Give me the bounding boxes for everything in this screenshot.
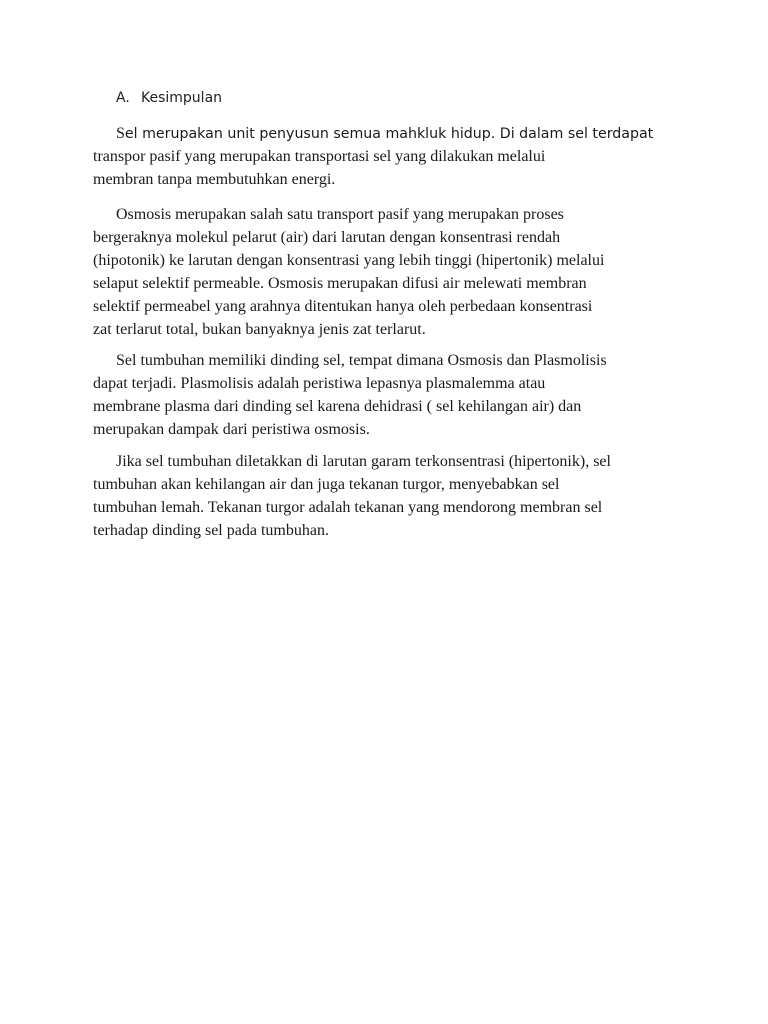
- paragraph-first-line-text: el merupakan unit penyusun semua mahkluk hidup. Di dalam sel terdapat: [124, 126, 654, 142]
- paragraph-line: (hipotonik) ke larutan dengan konsentrasi yang lebih tinggi (hipertonik) melalui: [93, 252, 605, 269]
- section-marker: A.: [116, 90, 130, 106]
- section-title: Kesimpulan: [141, 90, 223, 106]
- paragraph-line: transpor pasif yang merupakan transportasi sel yang dilakukan melalui: [93, 148, 546, 165]
- paragraph-line: selektif permeabel yang arahnya ditentukan hanya oleh perbedaan konsentrasi: [93, 298, 593, 315]
- paragraph-osmosis: [93, 203, 693, 341]
- paragraph-line: merupakan dampak dari peristiwa osmosis.: [93, 421, 370, 438]
- paragraph-line: dapat terjadi. Plasmolisis adalah peristiwa lepasnya plasmalemma atau: [93, 375, 546, 392]
- paragraph-line: tumbuhan lemah. Tekanan turgor adalah tekanan yang mendorong membran sel: [93, 499, 603, 516]
- paragraph-line: [93, 122, 693, 145]
- paragraph-line: selaput selektif permeable. Osmosis merupakan difusi air melewati membran: [93, 275, 587, 292]
- paragraph-turgor: [93, 450, 693, 542]
- paragraph-line: tumbuhan akan kehilangan air dan juga tekanan turgor, menyebabkan sel: [93, 476, 560, 493]
- paragraph-line: Jika sel tumbuhan diletakkan di larutan garam terkonsentrasi (hipertonik), sel: [116, 453, 611, 470]
- paragraph-plasmolysis: [93, 349, 693, 441]
- paragraph-conclusion-cell-intro: [93, 122, 693, 191]
- paragraph-line: membrane plasma dari dinding sel karena dehidrasi ( sel kehilangan air) dan: [93, 398, 582, 415]
- paragraph-lead-letter: S: [116, 125, 125, 142]
- paragraph-line: Osmosis merupakan salah satu transport pasif yang merupakan proses: [116, 206, 564, 223]
- section-heading: [116, 88, 222, 108]
- paragraph-line: zat terlarut total, bukan banyaknya jenis zat terlarut.: [93, 321, 426, 338]
- paragraph-line: terhadap dinding sel pada tumbuhan.: [93, 522, 329, 539]
- paragraph-line: bergeraknya molekul pelarut (air) dari larutan dengan konsentrasi rendah: [93, 229, 561, 246]
- paragraph-line: membran tanpa membutuhkan energi.: [93, 171, 336, 188]
- paragraph-line: Sel tumbuhan memiliki dinding sel, tempat dimana Osmosis dan Plasmolisis: [116, 352, 607, 369]
